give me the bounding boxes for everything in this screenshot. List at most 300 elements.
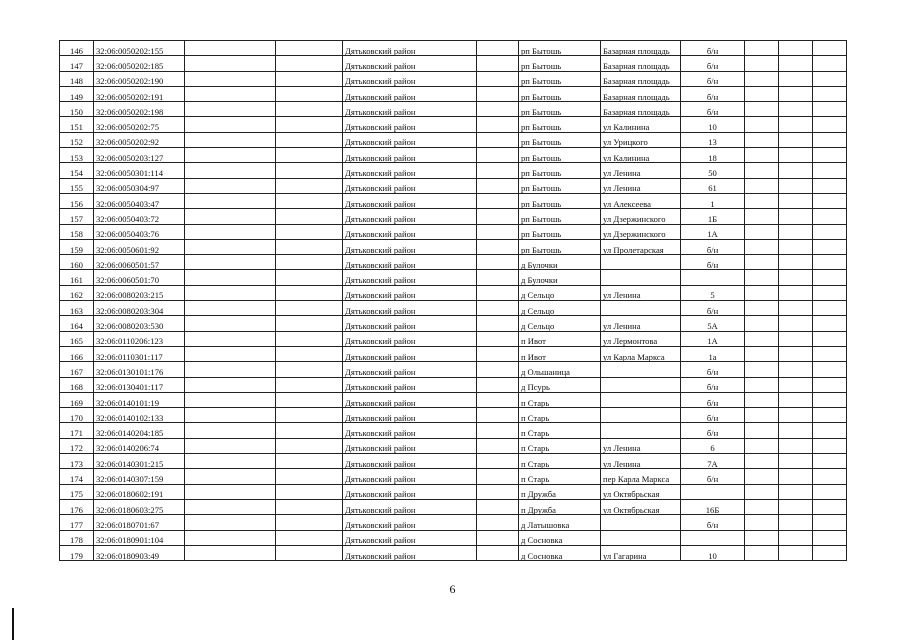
empty-cell (185, 102, 276, 117)
empty-cell (813, 41, 847, 56)
empty-cell (185, 255, 276, 270)
empty-cell (477, 41, 519, 56)
empty-cell (185, 71, 276, 86)
empty-cell (185, 499, 276, 514)
cadastral-number-cell: 32:06:0140307:159 (94, 469, 185, 484)
house-number-cell: б/н (681, 41, 745, 56)
empty-cell (745, 530, 779, 545)
empty-cell (477, 86, 519, 101)
street-cell: Базарная площадь (601, 102, 681, 117)
empty-cell (779, 316, 813, 331)
street-cell (601, 530, 681, 545)
cadastral-number-cell: 32:06:0050301:114 (94, 163, 185, 178)
empty-cell (779, 285, 813, 300)
empty-cell (813, 499, 847, 514)
row-number-cell: 147 (60, 56, 94, 71)
table-row (60, 178, 847, 193)
table-row (60, 484, 847, 499)
empty-cell (185, 41, 276, 56)
table-row (60, 499, 847, 514)
empty-cell (477, 71, 519, 86)
empty-cell (813, 270, 847, 285)
street-cell: ул Алексеева (601, 193, 681, 208)
empty-cell (276, 117, 343, 132)
house-number-cell: б/н (681, 392, 745, 407)
empty-cell (276, 545, 343, 560)
district-cell: Дятьковский район (343, 132, 477, 147)
district-cell: Дятьковский район (343, 423, 477, 438)
house-number-cell: 10 (681, 545, 745, 560)
district-cell: Дятьковский район (343, 301, 477, 316)
house-number-cell: 6 (681, 438, 745, 453)
district-cell: Дятьковский район (343, 209, 477, 224)
empty-cell (185, 484, 276, 499)
house-number-cell: 50 (681, 163, 745, 178)
street-cell: ул Пролетарская (601, 239, 681, 254)
empty-cell (745, 270, 779, 285)
empty-cell (185, 331, 276, 346)
cadastral-number-cell: 32:06:0180701:67 (94, 515, 185, 530)
table-row (60, 377, 847, 392)
table-row (60, 515, 847, 530)
empty-cell (779, 438, 813, 453)
table-row (60, 255, 847, 270)
table-row (60, 239, 847, 254)
empty-cell (779, 331, 813, 346)
empty-cell (745, 209, 779, 224)
empty-cell (185, 423, 276, 438)
empty-cell (185, 239, 276, 254)
street-cell: ул Ленина (601, 178, 681, 193)
cadastral-number-cell: 32:06:0110206:123 (94, 331, 185, 346)
house-number-cell: 61 (681, 178, 745, 193)
empty-cell (745, 346, 779, 361)
street-cell (601, 392, 681, 407)
house-number-cell (681, 530, 745, 545)
table-row (60, 71, 847, 86)
empty-cell (185, 346, 276, 361)
table-row (60, 362, 847, 377)
row-number-cell: 172 (60, 438, 94, 453)
row-number-cell: 169 (60, 392, 94, 407)
locality-cell: п Старь (519, 438, 601, 453)
empty-cell (276, 148, 343, 163)
empty-cell (276, 316, 343, 331)
street-cell: Базарная площадь (601, 86, 681, 101)
empty-cell (779, 423, 813, 438)
cadastral-number-cell: 32:06:0050203:127 (94, 148, 185, 163)
house-number-cell: 10 (681, 117, 745, 132)
empty-cell (276, 132, 343, 147)
empty-cell (745, 71, 779, 86)
empty-cell (276, 224, 343, 239)
locality-cell: рп Бытошь (519, 239, 601, 254)
house-number-cell: б/н (681, 362, 745, 377)
street-cell: ул Ленина (601, 316, 681, 331)
empty-cell (185, 132, 276, 147)
empty-cell (276, 377, 343, 392)
table-row (60, 117, 847, 132)
house-number-cell: б/н (681, 102, 745, 117)
empty-cell (745, 438, 779, 453)
empty-cell (477, 545, 519, 560)
empty-cell (477, 408, 519, 423)
street-cell: ул Ленина (601, 438, 681, 453)
cadastral-number-cell: 32:06:0050403:72 (94, 209, 185, 224)
district-cell: Дятьковский район (343, 193, 477, 208)
locality-cell: рп Бытошь (519, 132, 601, 147)
house-number-cell: б/н (681, 86, 745, 101)
cadastral-number-cell: 32:06:0050202:190 (94, 71, 185, 86)
district-cell: Дятьковский район (343, 515, 477, 530)
locality-cell: рп Бытошь (519, 86, 601, 101)
row-number-cell: 165 (60, 331, 94, 346)
empty-cell (745, 102, 779, 117)
empty-cell (779, 102, 813, 117)
empty-cell (813, 545, 847, 560)
street-cell: ул Гагарина (601, 545, 681, 560)
street-cell (601, 408, 681, 423)
locality-cell: рп Бытошь (519, 102, 601, 117)
row-number-cell: 166 (60, 346, 94, 361)
empty-cell (813, 408, 847, 423)
cadastral-number-cell: 32:06:0130101:176 (94, 362, 185, 377)
district-cell: Дятьковский район (343, 530, 477, 545)
row-number-cell: 176 (60, 499, 94, 514)
empty-cell (477, 163, 519, 178)
empty-cell (779, 163, 813, 178)
empty-cell (745, 515, 779, 530)
empty-cell (185, 438, 276, 453)
empty-cell (477, 423, 519, 438)
district-cell: Дятьковский район (343, 163, 477, 178)
empty-cell (779, 71, 813, 86)
row-number-cell: 170 (60, 408, 94, 423)
empty-cell (276, 392, 343, 407)
empty-cell (745, 545, 779, 560)
empty-cell (276, 270, 343, 285)
house-number-cell: б/н (681, 423, 745, 438)
row-number-cell: 164 (60, 316, 94, 331)
street-cell (601, 423, 681, 438)
cadastral-number-cell: 32:06:0050304:97 (94, 178, 185, 193)
empty-cell (477, 209, 519, 224)
empty-cell (745, 132, 779, 147)
table-row (60, 408, 847, 423)
house-number-cell: 7А (681, 454, 745, 469)
empty-cell (779, 41, 813, 56)
empty-cell (813, 71, 847, 86)
locality-cell: рп Бытошь (519, 193, 601, 208)
street-cell (601, 377, 681, 392)
locality-cell: рп Бытошь (519, 56, 601, 71)
street-cell: ул Калинина (601, 148, 681, 163)
empty-cell (276, 209, 343, 224)
empty-cell (813, 438, 847, 453)
empty-cell (745, 239, 779, 254)
empty-cell (477, 224, 519, 239)
empty-cell (745, 331, 779, 346)
district-cell: Дятьковский район (343, 545, 477, 560)
empty-cell (276, 193, 343, 208)
table-row (60, 316, 847, 331)
house-number-cell: б/н (681, 56, 745, 71)
empty-cell (276, 515, 343, 530)
empty-cell (779, 255, 813, 270)
row-number-cell: 156 (60, 193, 94, 208)
empty-cell (477, 530, 519, 545)
empty-cell (813, 239, 847, 254)
cadastral-number-cell: 32:06:0140204:185 (94, 423, 185, 438)
locality-cell: д Псурь (519, 377, 601, 392)
empty-cell (779, 346, 813, 361)
street-cell: Базарная площадь (601, 41, 681, 56)
empty-cell (185, 545, 276, 560)
street-cell: ул Ленина (601, 285, 681, 300)
empty-cell (276, 438, 343, 453)
table-row (60, 392, 847, 407)
row-number-cell: 160 (60, 255, 94, 270)
empty-cell (745, 454, 779, 469)
empty-cell (185, 515, 276, 530)
locality-cell: д Булочки (519, 270, 601, 285)
empty-cell (813, 132, 847, 147)
empty-cell (477, 499, 519, 514)
empty-cell (813, 346, 847, 361)
street-cell: Базарная площадь (601, 56, 681, 71)
empty-cell (779, 499, 813, 514)
locality-cell: рп Бытошь (519, 163, 601, 178)
locality-cell: рп Бытошь (519, 41, 601, 56)
street-cell (601, 255, 681, 270)
table-row (60, 41, 847, 56)
empty-cell (813, 454, 847, 469)
cadastral-number-cell: 32:06:0180903:49 (94, 545, 185, 560)
locality-cell: д Сосновка (519, 545, 601, 560)
empty-cell (477, 148, 519, 163)
empty-cell (779, 193, 813, 208)
empty-cell (745, 377, 779, 392)
empty-cell (185, 224, 276, 239)
house-number-cell: 1А (681, 224, 745, 239)
house-number-cell: б/н (681, 408, 745, 423)
table-row (60, 102, 847, 117)
empty-cell (813, 178, 847, 193)
table-row (60, 224, 847, 239)
empty-cell (745, 285, 779, 300)
empty-cell (813, 316, 847, 331)
cadastral-number-cell: 32:06:0050202:75 (94, 117, 185, 132)
empty-cell (813, 56, 847, 71)
cadastral-number-cell: 32:06:0050403:76 (94, 224, 185, 239)
empty-cell (276, 423, 343, 438)
empty-cell (185, 301, 276, 316)
locality-cell: д Сельцо (519, 285, 601, 300)
empty-cell (276, 71, 343, 86)
locality-cell: д Сельцо (519, 316, 601, 331)
table-row (60, 331, 847, 346)
empty-cell (745, 499, 779, 514)
empty-cell (813, 423, 847, 438)
locality-cell: рп Бытошь (519, 71, 601, 86)
empty-cell (779, 301, 813, 316)
district-cell: Дятьковский район (343, 316, 477, 331)
empty-cell (185, 117, 276, 132)
empty-cell (477, 316, 519, 331)
empty-cell (477, 117, 519, 132)
cadastral-number-cell: 32:06:0140301:215 (94, 454, 185, 469)
empty-cell (185, 392, 276, 407)
empty-cell (779, 148, 813, 163)
empty-cell (745, 193, 779, 208)
empty-cell (276, 408, 343, 423)
cadastral-number-cell: 32:06:0130401:117 (94, 377, 185, 392)
empty-cell (779, 515, 813, 530)
empty-cell (813, 285, 847, 300)
empty-cell (185, 530, 276, 545)
locality-cell: д Латышовка (519, 515, 601, 530)
empty-cell (276, 255, 343, 270)
house-number-cell: 13 (681, 132, 745, 147)
locality-cell: п Дружба (519, 484, 601, 499)
empty-cell (779, 377, 813, 392)
empty-cell (276, 362, 343, 377)
empty-cell (477, 239, 519, 254)
empty-cell (745, 484, 779, 499)
house-number-cell: б/н (681, 515, 745, 530)
locality-cell: п Старь (519, 454, 601, 469)
empty-cell (276, 102, 343, 117)
empty-cell (185, 178, 276, 193)
district-cell: Дятьковский район (343, 362, 477, 377)
locality-cell: д Сельцо (519, 301, 601, 316)
district-cell: Дятьковский район (343, 178, 477, 193)
district-cell: Дятьковский район (343, 285, 477, 300)
empty-cell (185, 454, 276, 469)
empty-cell (276, 499, 343, 514)
empty-cell (813, 484, 847, 499)
empty-cell (185, 377, 276, 392)
district-cell: Дятьковский район (343, 377, 477, 392)
house-number-cell: 1а (681, 346, 745, 361)
street-cell: ул Ленина (601, 163, 681, 178)
empty-cell (779, 117, 813, 132)
table-row (60, 346, 847, 361)
table-row (60, 270, 847, 285)
cadastral-number-cell: 32:06:0050202:185 (94, 56, 185, 71)
street-cell: ул Лермонтова (601, 331, 681, 346)
empty-cell (813, 163, 847, 178)
house-number-cell: б/н (681, 239, 745, 254)
table-body (60, 41, 847, 561)
cadastral-number-cell: 32:06:0140101:19 (94, 392, 185, 407)
empty-cell (185, 316, 276, 331)
house-number-cell: б/н (681, 469, 745, 484)
cadastral-number-cell: 32:06:0050202:92 (94, 132, 185, 147)
cadastral-number-cell: 32:06:0140206:74 (94, 438, 185, 453)
house-number-cell: б/н (681, 71, 745, 86)
empty-cell (185, 148, 276, 163)
table-row (60, 285, 847, 300)
street-cell: ул Карла Маркса (601, 346, 681, 361)
table-row (60, 454, 847, 469)
table-row (60, 423, 847, 438)
margin-mark (12, 608, 14, 640)
empty-cell (477, 484, 519, 499)
district-cell: Дятьковский район (343, 255, 477, 270)
row-number-cell: 158 (60, 224, 94, 239)
empty-cell (745, 316, 779, 331)
house-number-cell: б/н (681, 301, 745, 316)
row-number-cell: 178 (60, 530, 94, 545)
empty-cell (745, 86, 779, 101)
table-row (60, 301, 847, 316)
cadastral-number-cell: 32:06:0050601:92 (94, 239, 185, 254)
row-number-cell: 153 (60, 148, 94, 163)
empty-cell (745, 163, 779, 178)
district-cell: Дятьковский район (343, 102, 477, 117)
empty-cell (779, 270, 813, 285)
row-number-cell: 171 (60, 423, 94, 438)
locality-cell: д Сосновка (519, 530, 601, 545)
empty-cell (276, 86, 343, 101)
locality-cell: рп Бытошь (519, 224, 601, 239)
cadastral-number-cell: 32:06:0110301:117 (94, 346, 185, 361)
street-cell (601, 362, 681, 377)
row-number-cell: 174 (60, 469, 94, 484)
empty-cell (813, 362, 847, 377)
empty-cell (813, 193, 847, 208)
locality-cell: п Дружба (519, 499, 601, 514)
empty-cell (813, 515, 847, 530)
district-cell: Дятьковский район (343, 117, 477, 132)
empty-cell (745, 148, 779, 163)
empty-cell (779, 132, 813, 147)
row-number-cell: 159 (60, 239, 94, 254)
empty-cell (745, 469, 779, 484)
empty-cell (276, 530, 343, 545)
empty-cell (745, 41, 779, 56)
cadastral-number-cell: 32:06:0050403:47 (94, 193, 185, 208)
empty-cell (813, 301, 847, 316)
house-number-cell (681, 270, 745, 285)
cadastral-number-cell: 32:06:0180603:275 (94, 499, 185, 514)
empty-cell (276, 454, 343, 469)
empty-cell (477, 193, 519, 208)
house-number-cell: б/н (681, 377, 745, 392)
empty-cell (779, 545, 813, 560)
street-cell: пер Карла Маркса (601, 469, 681, 484)
row-number-cell: 154 (60, 163, 94, 178)
cadastral-number-cell: 32:06:0180901:104 (94, 530, 185, 545)
row-number-cell: 162 (60, 285, 94, 300)
empty-cell (477, 301, 519, 316)
locality-cell: п Ивот (519, 331, 601, 346)
locality-cell: п Ивот (519, 346, 601, 361)
row-number-cell: 167 (60, 362, 94, 377)
empty-cell (779, 454, 813, 469)
district-cell: Дятьковский район (343, 469, 477, 484)
empty-cell (185, 86, 276, 101)
empty-cell (779, 408, 813, 423)
row-number-cell: 163 (60, 301, 94, 316)
cadastral-number-cell: 32:06:0050202:198 (94, 102, 185, 117)
locality-cell: п Старь (519, 392, 601, 407)
cadastral-number-cell: 32:06:0050202:191 (94, 86, 185, 101)
locality-cell: п Старь (519, 408, 601, 423)
street-cell (601, 515, 681, 530)
house-number-cell (681, 484, 745, 499)
